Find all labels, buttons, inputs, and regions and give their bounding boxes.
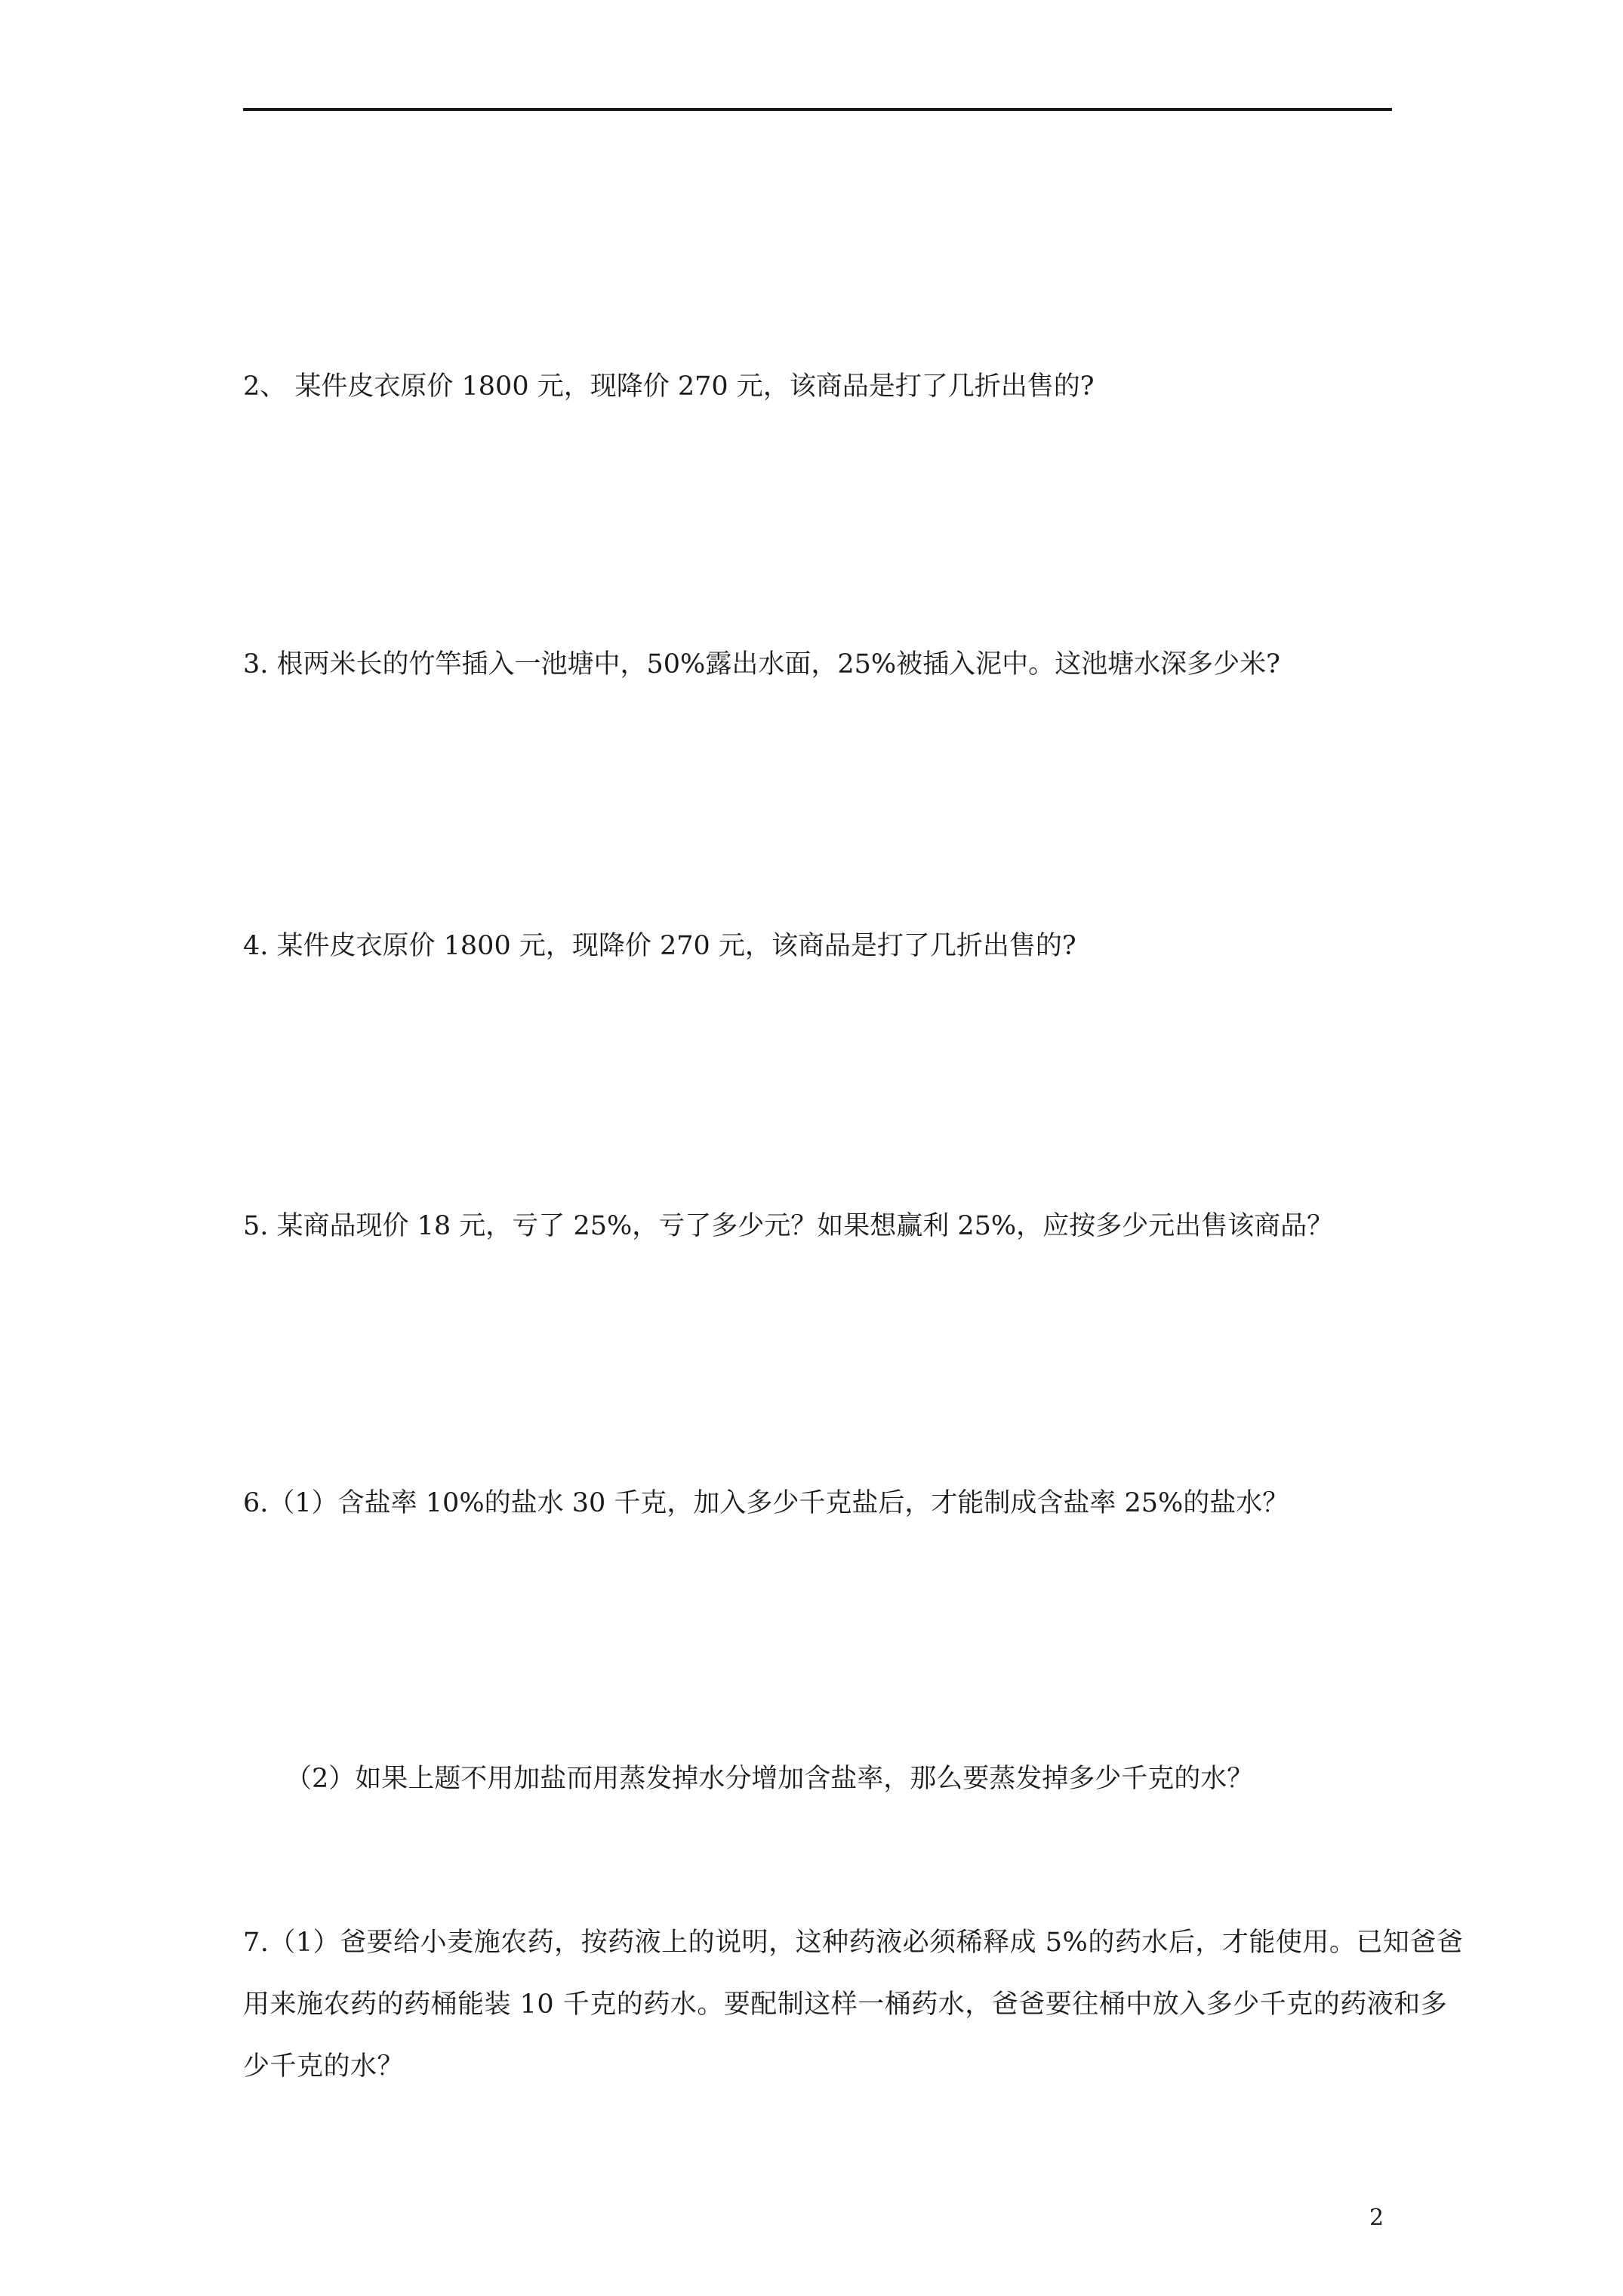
question-6-part-2: （2）如果上题不用加盐而用蒸发掉水分增加含盐率，那么要蒸发掉多少千克的水？ [285, 1764, 1254, 1794]
question-6-part-1: 6.（1）含盐率 10%的盐水 30 千克，加入多少千克盐后，才能制成含盐率 25%的盐水？ [243, 1488, 1289, 1518]
question-5: 5. 某商品现价 18 元，亏了 25%，亏了多少元？如果想赢利 25%，应按多少元出售该商品？ [243, 1211, 1334, 1241]
question-7-part-1: 7.（1）爸要给小麦施农药，按药液上的说明，这种药液必须稀释成 5%的药水后，才能使用。已知爸爸用来施农药的药桶能装 10 千克的药水。要配制这样一桶药水，爸爸要往桶中放入多少千克的药液和多少千克的水？ [243, 1928, 1464, 2082]
question-3: 3. 根两米长的竹竿插入一池塘中，50%露出水面，25%被插入泥中。这池塘水深多少米? [243, 649, 1280, 680]
question-2: 2、 某件皮衣原价 1800 元，现降价 270 元，该商品是打了几折出售的? [243, 371, 1095, 402]
page-number: 2 [1369, 2205, 1384, 2231]
header-rule [243, 108, 1392, 111]
question-4: 4. 某件皮衣原价 1800 元，现降价 270 元，该商品是打了几折出售的? [243, 931, 1076, 961]
